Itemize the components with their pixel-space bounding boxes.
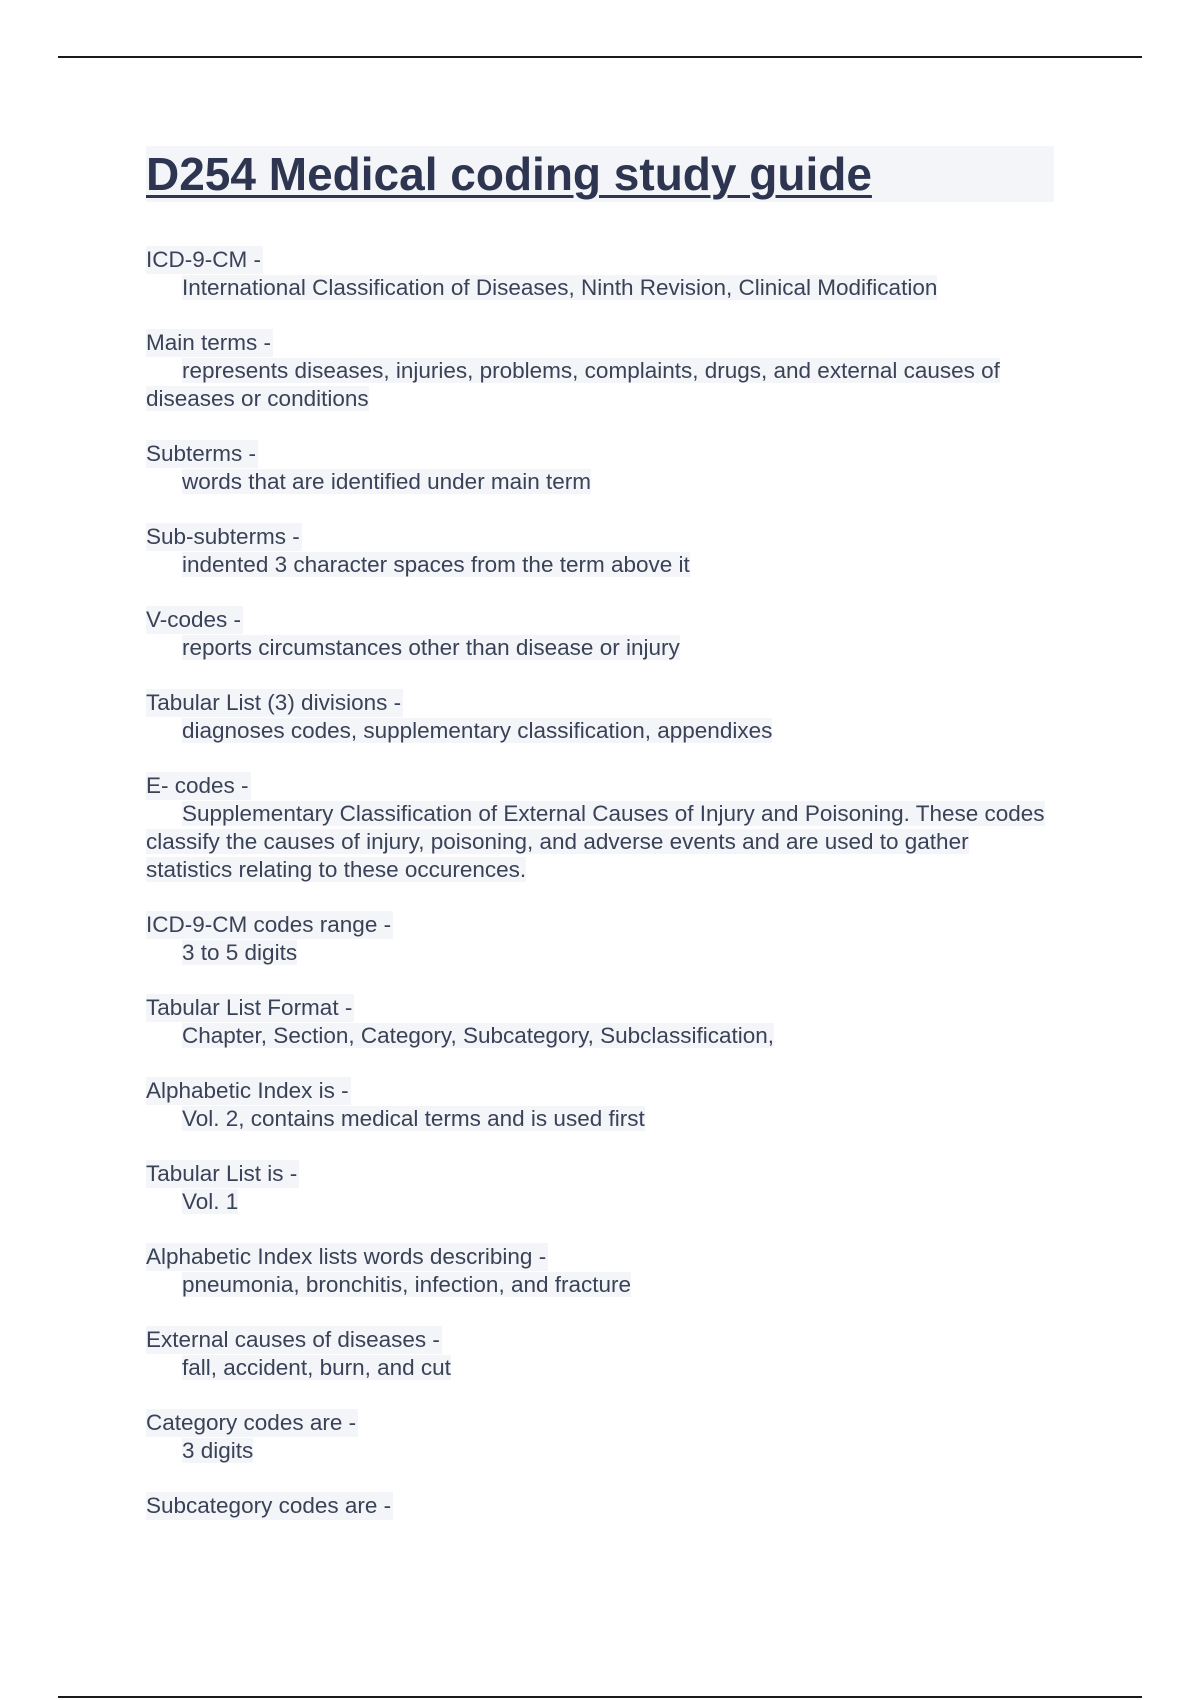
entry-term: ICD-9-CM codes range -	[146, 912, 392, 937]
list-item	[146, 1326, 1056, 1382]
title-band	[146, 146, 1054, 202]
entry-definition: Vol. 2, contains medical terms and is used first	[182, 1106, 645, 1131]
entry-term: Tabular List Format -	[146, 995, 353, 1020]
list-item	[146, 1077, 1056, 1133]
entry-term: Tabular List is -	[146, 1161, 298, 1186]
entry-definition: 3 to 5 digits	[182, 940, 298, 965]
list-item	[146, 1243, 1056, 1299]
entry-term: Alphabetic Index lists words describing -	[146, 1244, 547, 1269]
entry-term: E- codes -	[146, 773, 249, 798]
list-item	[146, 329, 1056, 413]
list-item	[146, 994, 1056, 1050]
entry-definition: indented 3 character spaces from the term above it	[182, 552, 690, 577]
list-item	[146, 246, 1056, 302]
entry-term: V-codes -	[146, 607, 242, 632]
entry-term: Category codes are -	[146, 1410, 357, 1435]
entry-definition: diagnoses codes, supplementary classification, appendixes	[182, 718, 773, 743]
list-item	[146, 1160, 1056, 1216]
entry-term: Subterms -	[146, 441, 257, 466]
list-item	[146, 606, 1056, 662]
entry-definition: pneumonia, bronchitis, infection, and fracture	[182, 1272, 632, 1297]
entry-term: External causes of diseases -	[146, 1327, 440, 1352]
list-item	[146, 772, 1056, 884]
page-title: D254 Medical coding study guide	[146, 148, 872, 200]
top-divider	[58, 56, 1142, 58]
bottom-divider	[58, 1696, 1142, 1698]
document-body	[146, 146, 1056, 1547]
entry-definition: Supplementary Classification of External Causes of Injury and Poisoning. These codes classify the causes of injury, poisoning, and adverse events and are used to gather statistics relating to these occurences.	[146, 801, 1045, 882]
entry-definition: reports circumstances other than disease or injury	[182, 635, 680, 660]
list-item	[146, 911, 1056, 967]
list-item	[146, 523, 1056, 579]
entry-term: Main terms -	[146, 330, 272, 355]
list-item	[146, 689, 1056, 745]
list-item	[146, 440, 1056, 496]
entry-definition: fall, accident, burn, and cut	[182, 1355, 451, 1380]
entry-definition: Chapter, Section, Category, Subcategory, Subclassification,	[182, 1023, 774, 1048]
entry-list	[146, 246, 1056, 1520]
entry-definition: words that are identified under main term	[182, 469, 591, 494]
entry-definition: 3 digits	[182, 1438, 254, 1463]
entry-definition: International Classification of Diseases, Ninth Revision, Clinical Modification	[182, 275, 938, 300]
entry-term: ICD-9-CM -	[146, 247, 261, 272]
entry-term: Tabular List (3) divisions -	[146, 690, 402, 715]
entry-term: Alphabetic Index is -	[146, 1078, 349, 1103]
entry-term: Sub-subterms -	[146, 524, 300, 549]
entry-definition: Vol. 1	[182, 1189, 239, 1214]
entry-definition: represents diseases, injuries, problems, complaints, drugs, and external causes of diseases or conditions	[146, 358, 1000, 411]
entry-term: Subcategory codes are -	[146, 1493, 392, 1518]
list-item	[146, 1409, 1056, 1465]
list-item	[146, 1492, 1056, 1520]
